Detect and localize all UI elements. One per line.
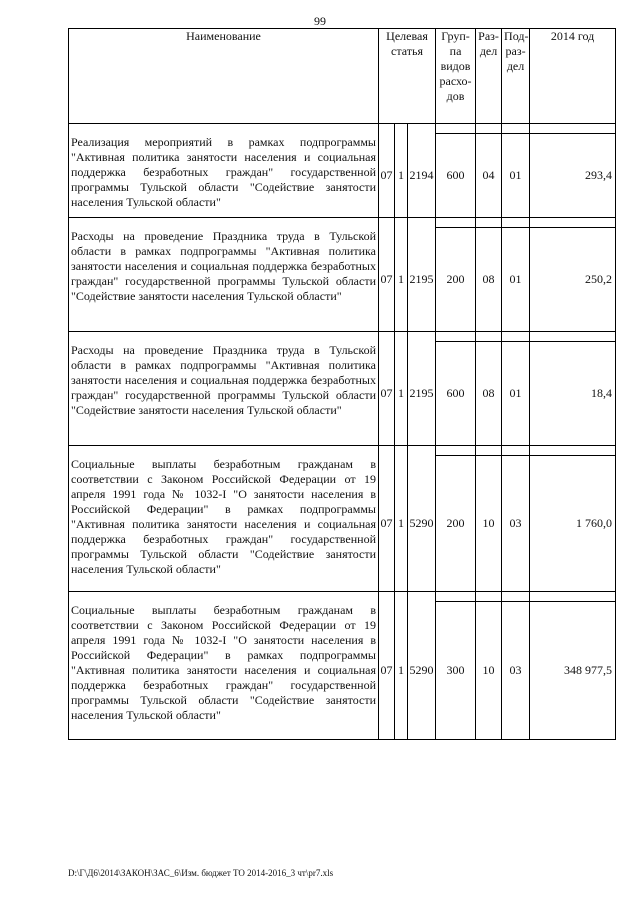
target-code-2: 1 [395, 342, 408, 446]
subsection: 01 [502, 228, 530, 332]
section: 10 [476, 456, 502, 592]
row-name: Расходы на проведение Праздника труда в Тульской области в рамках подпрограммы "Активная политика занятости населения и социальная поддержка безработных граждан" государственной программы Тульской области "Содействие занятости населения Тульской области" [69, 228, 379, 332]
table-row [69, 228, 616, 332]
section: 04 [476, 134, 502, 218]
target-code-1: 07 [379, 342, 395, 446]
header-target: Целевая статья [379, 29, 436, 124]
target-code-2: 1 [395, 456, 408, 592]
target-code-2: 1 [395, 134, 408, 218]
amount-2014: 293,4 [530, 134, 616, 218]
expense-group: 300 [436, 602, 476, 740]
table-row [69, 342, 616, 446]
header-year: 2014 год [530, 29, 616, 124]
file-path-footer: D:\Г\Д6\2014\ЗАКОН\ЗАС_6\Изм. бюджет ТО 2014-2016_3 чт\pr7.xls [68, 868, 334, 878]
subsection: 01 [502, 342, 530, 446]
target-code-2: 1 [395, 602, 408, 740]
row-name: Расходы на проведение Праздника труда в Тульской области в рамках подпрограммы "Активная политика занятости населения и социальная поддержка безработных граждан" государственной программы Тульской области "Содействие занятости населения Тульской области" [69, 342, 379, 446]
row-gap [69, 218, 616, 228]
amount-2014: 1 760,0 [530, 456, 616, 592]
subsection: 01 [502, 134, 530, 218]
target-code-3: 5290 [408, 456, 436, 592]
row-gap [69, 332, 616, 342]
table-row [69, 602, 616, 740]
section: 08 [476, 342, 502, 446]
table-row [69, 456, 616, 592]
subsection: 03 [502, 456, 530, 592]
section: 10 [476, 602, 502, 740]
row-gap [69, 592, 616, 602]
subsection: 03 [502, 602, 530, 740]
header-subsection: Под-раз-дел [502, 29, 530, 124]
amount-2014: 250,2 [530, 228, 616, 332]
target-code-3: 2195 [408, 228, 436, 332]
expense-group: 200 [436, 228, 476, 332]
amount-2014: 348 977,5 [530, 602, 616, 740]
budget-table [68, 28, 616, 740]
target-code-3: 5290 [408, 602, 436, 740]
target-code-1: 07 [379, 134, 395, 218]
header-row [69, 29, 616, 124]
header-name: Наименование [69, 29, 379, 124]
table-row [69, 134, 616, 218]
header-section: Раз-дел [476, 29, 502, 124]
target-code-1: 07 [379, 456, 395, 592]
amount-2014: 18,4 [530, 342, 616, 446]
expense-group: 600 [436, 134, 476, 218]
target-code-2: 1 [395, 228, 408, 332]
row-name: Социальные выплаты безработным гражданам в соответствии с Законом Российской Федерации от 19 апреля 1991 года № 1032-I "О занятости населения в Российской Федерации" в рамках подпрограммы "Активная политика занятости населения и социальная поддержка безработных граждан" государственной программы Тульской области "Содействие занятости населения Тульской области" [69, 456, 379, 592]
header-group: Груп-па видов расхо-дов [436, 29, 476, 124]
target-code-1: 07 [379, 602, 395, 740]
row-name: Социальные выплаты безработным гражданам в соответствии с Законом Российской Федерации от 19 апреля 1991 года № 1032-I "О занятости населения в Российской Федерации" в рамках подпрограммы "Активная политика занятости населения и социальная поддержка безработных граждан" государственной программы Тульской области "Содействие занятости населения Тульской области" [69, 602, 379, 740]
row-gap [69, 446, 616, 456]
row-name: Реализация мероприятий в рамках подпрограммы "Активная политика занятости населения и социальная поддержка безработных граждан" государственной программы Тульской области "Содействие занятости населения Тульской области" [69, 134, 379, 218]
target-code-3: 2195 [408, 342, 436, 446]
section: 08 [476, 228, 502, 332]
page-number: 99 [314, 14, 326, 28]
expense-group: 600 [436, 342, 476, 446]
target-code-3: 2194 [408, 134, 436, 218]
row-gap [69, 124, 616, 134]
target-code-1: 07 [379, 228, 395, 332]
expense-group: 200 [436, 456, 476, 592]
